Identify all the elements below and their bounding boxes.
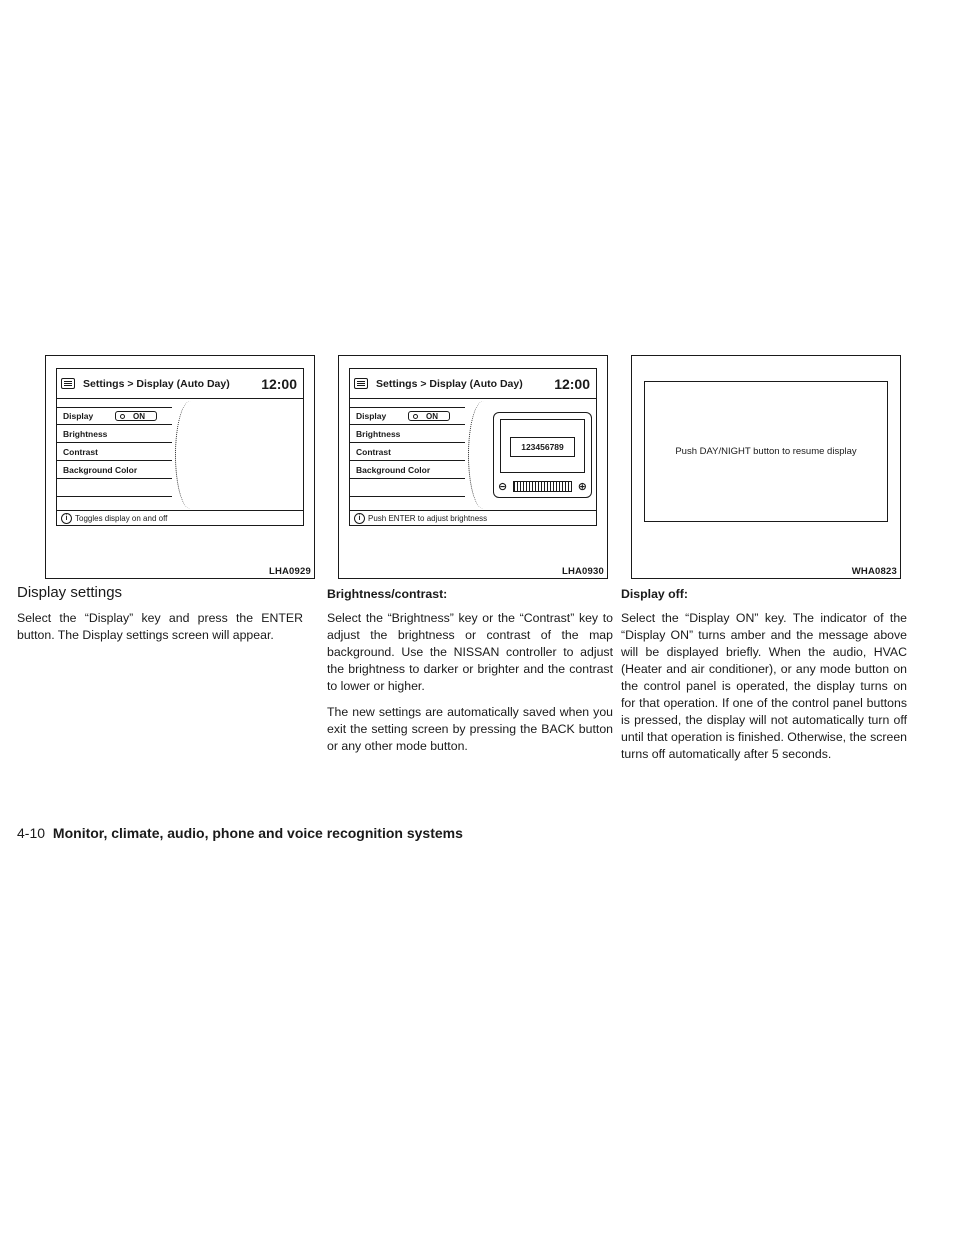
page-footer	[17, 825, 463, 841]
brightness-preview	[493, 412, 592, 498]
menu-item-label: Contrast	[356, 446, 391, 457]
section-heading: Display settings	[17, 584, 123, 601]
brightness-bar	[513, 481, 572, 492]
screen-footer	[350, 510, 596, 525]
screen-footer	[57, 510, 303, 525]
menu-item-contrast	[57, 443, 172, 461]
indicator-icon	[413, 414, 418, 419]
figure-brightness	[338, 355, 608, 579]
settings-menu	[350, 407, 465, 497]
menu-item-label: Brightness	[356, 428, 401, 439]
menu-item-empty	[350, 479, 465, 497]
brightness-adjuster	[498, 479, 587, 493]
menu-item-label: Background Color	[356, 464, 431, 475]
paragraph: Select the “Display” key and press the ENTER button. The Display settings screen will appear.	[17, 611, 303, 642]
display-toggle	[408, 411, 450, 421]
menu-item-label: Contrast	[63, 446, 98, 457]
scale-arc	[175, 401, 206, 509]
menu-item-empty	[57, 479, 172, 497]
resume-message: Push DAY/NIGHT button to resume display	[675, 446, 857, 457]
figure-code: WHA0823	[851, 566, 897, 577]
preview-screen	[500, 419, 585, 473]
plus-icon: ⊕	[577, 480, 587, 493]
menu-item-background-color	[57, 461, 172, 479]
toggle-label: ON	[133, 411, 145, 421]
section-heading: Brightness/contrast:	[327, 587, 448, 601]
screen-header	[350, 369, 596, 399]
paragraph: Select the “Brightness” key or the “Contrast” key to adjust the brightness or contrast of the map background. Use the NISSAN controller to adjust the brightness to darker or brighter and the contrast to lower or higher.	[327, 611, 613, 693]
display-toggle	[115, 411, 157, 421]
clock: 12:00	[261, 375, 297, 392]
menu-icon	[354, 378, 368, 389]
menu-item-brightness	[350, 425, 465, 443]
paragraph: The new settings are automatically saved when you exit the setting screen by pressing the BACK button or any other mode button.	[327, 705, 613, 753]
screen-brightness	[349, 368, 597, 526]
figure-display-off	[631, 355, 901, 579]
menu-item-label: Display	[356, 411, 387, 421]
column-display-off	[621, 586, 907, 772]
menu-item-background-color	[350, 461, 465, 479]
minus-icon: ⊖	[498, 480, 508, 493]
preview-number: 123456789	[510, 437, 575, 457]
menu-item-label: Background Color	[63, 464, 138, 475]
figure-display-settings	[45, 355, 315, 579]
info-icon: i	[354, 513, 365, 524]
screen-display-settings	[56, 368, 304, 526]
header-title: Settings > Display (Auto Day)	[376, 377, 523, 390]
column-display-settings	[17, 584, 303, 653]
footer-hint: Push ENTER to adjust brightness	[368, 513, 488, 523]
figure-code: LHA0929	[268, 566, 311, 577]
screen-display-off	[644, 381, 888, 522]
chapter-title: Monitor, climate, audio, phone and voice recognition systems	[52, 825, 463, 841]
scroll-scale	[175, 401, 185, 509]
indicator-icon	[120, 414, 125, 419]
menu-item-display	[57, 407, 172, 425]
menu-icon	[61, 378, 75, 389]
section-heading: Display off:	[621, 587, 688, 601]
menu-item-display	[350, 407, 465, 425]
menu-item-brightness	[57, 425, 172, 443]
toggle-label: ON	[426, 411, 438, 421]
column-brightness	[327, 586, 613, 764]
clock: 12:00	[554, 375, 590, 392]
settings-menu	[57, 407, 172, 497]
page-number: 4-10	[17, 825, 46, 841]
header-title: Settings > Display (Auto Day)	[83, 377, 230, 390]
menu-item-label: Brightness	[63, 428, 108, 439]
figure-code: LHA0930	[561, 566, 604, 577]
scroll-scale	[468, 401, 478, 509]
paragraph: Select the “Display ON” key. The indicator of the “Display ON” turns amber and the message above will be displayed briefly. When the audio, HVAC (Heater and air conditioner), or any mode button on the control panel is operated, the display turns on for that operation. If one of the control panel buttons is pressed, the display will not automatically turn off until that operation is finished. Otherwise, the screen turns off automatically after 5 seconds.	[621, 611, 907, 761]
menu-item-label: Display	[63, 411, 94, 421]
footer-hint: Toggles display on and off	[75, 513, 168, 523]
info-icon: i	[61, 513, 72, 524]
menu-item-contrast	[350, 443, 465, 461]
screen-header	[57, 369, 303, 399]
